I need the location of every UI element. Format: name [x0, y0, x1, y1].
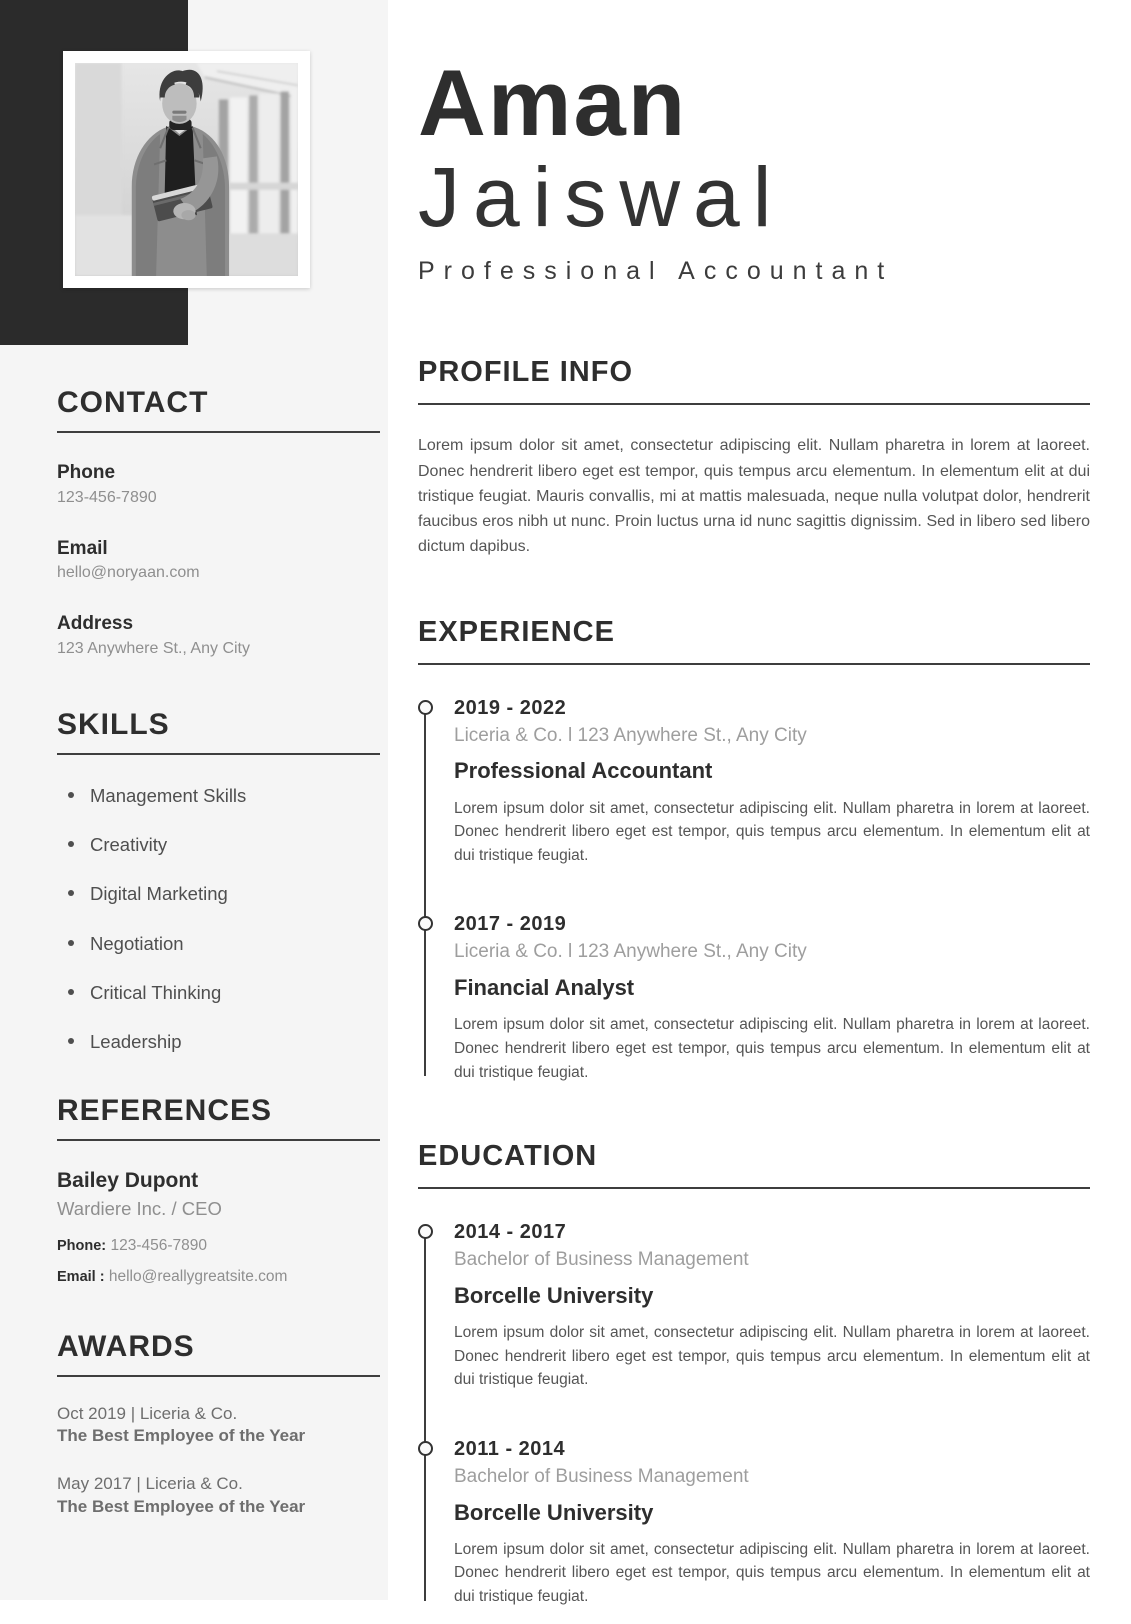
education-description: Lorem ipsum dolor sit amet, consectetur adipiscing elit. Nullam pharetra in lorem at laoreet. Donec hendrerit libero eget est tempor, quis tempus arcu elementum. In elementum elit at dui tristique feugiat.: [454, 1540, 1090, 1606]
experience-entry: [454, 697, 1090, 868]
education-timeline: [418, 1221, 1090, 1608]
education-entry: [454, 1438, 1090, 1609]
experience-heading: EXPERIENCE: [418, 615, 615, 648]
skills-list: [57, 785, 380, 1053]
job-title: Professional Accountant: [418, 257, 894, 286]
education-divider: [418, 1187, 1090, 1189]
experience-section: [418, 615, 1090, 1084]
first-name: Aman: [418, 50, 688, 155]
skills-heading: SKILLS: [57, 707, 170, 741]
award-item: [57, 1473, 380, 1517]
last-name: Jaiswal: [418, 150, 785, 245]
award-date: May 2017 | Liceria & Co.: [57, 1474, 243, 1494]
experience-role: Financial Analyst: [454, 975, 635, 1001]
experience-timeline: [418, 697, 1090, 1084]
awards-section: [57, 1332, 380, 1518]
timeline-line: [424, 713, 426, 1076]
award-date: Oct 2019 | Liceria & Co.: [57, 1404, 238, 1424]
reference-phone-label: Phone:: [57, 1238, 107, 1255]
references-divider: [57, 1139, 380, 1141]
award-title: The Best Employee of the Year: [57, 1426, 306, 1446]
email-label: Email: [57, 537, 108, 559]
skills-divider: [57, 753, 380, 755]
education-heading: EDUCATION: [418, 1140, 598, 1173]
skill-item: Negotiation: [57, 933, 380, 954]
email-value: hello@noryaan.com: [57, 564, 200, 582]
main-column: [418, 50, 1090, 1624]
experience-divider: [418, 663, 1090, 665]
award-item: [57, 1403, 380, 1447]
profile-photo: [63, 51, 310, 288]
contact-section: [57, 388, 380, 660]
profile-text: Lorem ipsum dolor sit amet, consectetur adipiscing elit. Nullam pharetra in lorem at laoreet. Donec hendrerit libero eget est tempor, quis tempus arcu elementum. In elementum elit at dui tristique feugiat. Mauris convallis, mi at mattis malesuada, neque nulla volutpat dolor, hendrerit faucibus eros nibh ut nunc. Proin luctus urna id nunc sagittis dignissim. Sed in libero sed libero dictum dapibus.: [418, 437, 1090, 556]
profile-heading: PROFILE INFO: [418, 356, 633, 389]
references-heading: REFERENCES: [57, 1094, 273, 1128]
reference-contacts: [57, 1236, 380, 1286]
education-degree: Bachelor of Business Management: [454, 1465, 749, 1487]
name-block: [418, 50, 1090, 286]
contact-phone: [57, 462, 380, 509]
experience-company: Liceria & Co. l 123 Anywhere St., Any City: [454, 724, 807, 746]
timeline-line: [424, 1237, 426, 1600]
reference-email: [57, 1267, 380, 1286]
skill-item: Management Skills: [57, 785, 380, 806]
phone-value: 123-456-7890: [57, 488, 157, 506]
education-school: Borcelle University: [454, 1282, 654, 1308]
reference-phone-value: 123-456-7890: [110, 1237, 207, 1255]
address-label: Address: [57, 613, 134, 635]
experience-period: 2019 - 2022: [454, 696, 567, 719]
education-entry: [454, 1221, 1090, 1392]
experience-entry: [454, 913, 1090, 1084]
awards-heading: AWARDS: [57, 1330, 195, 1364]
references-section: [57, 1096, 380, 1286]
contact-email: [57, 538, 380, 585]
education-period: 2011 - 2014: [454, 1437, 566, 1460]
contact-heading: CONTACT: [57, 386, 209, 419]
reference-email-label: Email :: [57, 1268, 105, 1285]
experience-role: Professional Accountant: [454, 758, 713, 784]
skill-item: Digital Marketing: [57, 883, 380, 904]
phone-label: Phone: [57, 462, 116, 483]
education-description: Lorem ipsum dolor sit amet, consectetur adipiscing elit. Nullam pharetra in lorem at laoreet. Donec hendrerit libero eget est tempor, quis tempus arcu elementum. In elementum elit at dui tristique feugiat.: [454, 1324, 1090, 1389]
education-section: [418, 1142, 1090, 1608]
address-value: 123 Anywhere St., Any City: [57, 639, 250, 657]
awards-divider: [57, 1375, 380, 1377]
reference-role: Wardiere Inc. / CEO: [57, 1198, 222, 1220]
reference-name: Bailey Dupont: [57, 1169, 199, 1193]
contact-address: [57, 613, 380, 660]
skill-item: Leadership: [57, 1031, 380, 1052]
skill-item: Critical Thinking: [57, 982, 380, 1003]
education-degree: Bachelor of Business Management: [454, 1249, 749, 1271]
timeline-dot: [418, 1224, 433, 1239]
reference-phone: [57, 1236, 380, 1255]
education-period: 2014 - 2017: [454, 1221, 567, 1244]
award-title: The Best Employee of the Year: [57, 1496, 306, 1516]
experience-period: 2017 - 2019: [454, 913, 567, 936]
experience-description: Lorem ipsum dolor sit amet, consectetur adipiscing elit. Nullam pharetra in lorem at laoreet. Donec hendrerit libero eget est tempor, quis tempus arcu elementum. In elementum elit at dui tristique feugiat.: [454, 1016, 1090, 1081]
contact-divider: [57, 431, 380, 433]
reference-email-value: hello@reallygreatsite.com: [108, 1267, 288, 1285]
timeline-dot: [418, 700, 433, 715]
portrait-photo-illustration: [75, 63, 298, 276]
skill-item: Creativity: [57, 834, 380, 855]
education-school: Borcelle University: [454, 1499, 654, 1525]
experience-company: Liceria & Co. l 123 Anywhere St., Any City: [454, 941, 807, 963]
skills-section: [57, 707, 380, 1053]
timeline-dot: [418, 1441, 433, 1456]
profile-divider: [418, 403, 1090, 405]
timeline-dot: [418, 916, 433, 931]
experience-description: Lorem ipsum dolor sit amet, consectetur adipiscing elit. Nullam pharetra in lorem at laoreet. Donec hendrerit libero eget est tempor, quis tempus arcu elementum. In elementum elit at dui tristique feugiat.: [454, 799, 1090, 864]
profile-section: [418, 358, 1090, 559]
